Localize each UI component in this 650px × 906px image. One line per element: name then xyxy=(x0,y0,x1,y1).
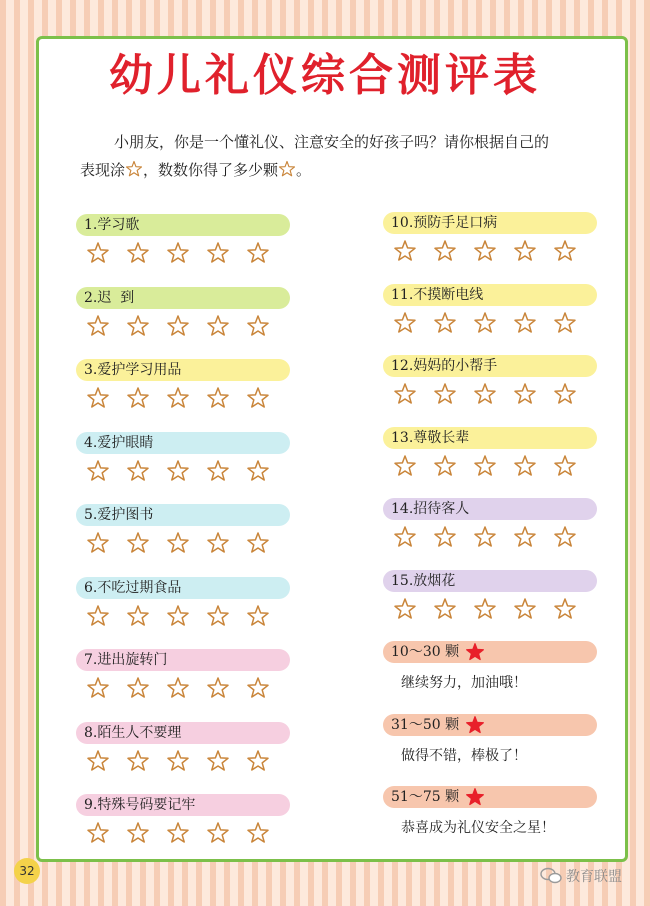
rating-star-icon[interactable] xyxy=(473,454,497,478)
rating-star-icon[interactable] xyxy=(206,749,230,773)
assessment-item xyxy=(76,432,290,483)
assessment-item xyxy=(76,214,290,265)
rating-star-icon[interactable] xyxy=(433,454,457,478)
rating-star-icon[interactable] xyxy=(166,821,190,845)
star-rating xyxy=(76,749,290,773)
legend-message: 做得不错，棒极了！ xyxy=(401,747,527,764)
rating-star-icon[interactable] xyxy=(473,597,497,621)
rating-star-icon[interactable] xyxy=(206,604,230,628)
item-label: 1.学习歌 xyxy=(76,214,290,236)
rating-star-icon[interactable] xyxy=(513,525,537,549)
rating-star-icon[interactable] xyxy=(126,604,150,628)
rating-star-icon[interactable] xyxy=(433,239,457,263)
rating-star-icon[interactable] xyxy=(246,386,270,410)
legend-message: 继续努力，加油哦！ xyxy=(401,675,527,691)
rating-star-icon[interactable] xyxy=(166,241,190,265)
item-label: 4.爱护眼睛 xyxy=(76,432,290,454)
filled-star-icon xyxy=(465,787,485,807)
rating-star-icon[interactable] xyxy=(206,821,230,845)
rating-star-icon[interactable] xyxy=(86,676,110,700)
rating-star-icon[interactable] xyxy=(473,382,497,406)
star-rating xyxy=(76,821,290,845)
assessment-item xyxy=(76,504,290,555)
legend-range-text: 51～75 颗 xyxy=(391,789,460,805)
item-label: 2.迟 到 xyxy=(76,287,290,309)
star-rating xyxy=(76,386,290,410)
legend-range xyxy=(383,786,597,808)
item-label: 15.放烟花 xyxy=(383,570,597,592)
rating-star-icon[interactable] xyxy=(393,382,417,406)
assessment-item xyxy=(76,359,290,410)
rating-star-icon[interactable] xyxy=(246,314,270,338)
rating-star-icon[interactable] xyxy=(166,531,190,555)
item-label: 5.爱护图书 xyxy=(76,504,290,526)
assessment-item xyxy=(383,570,597,621)
filled-star-icon xyxy=(465,642,485,662)
rating-star-icon[interactable] xyxy=(246,241,270,265)
rating-star-icon[interactable] xyxy=(126,241,150,265)
rating-star-icon[interactable] xyxy=(86,386,110,410)
rating-star-icon[interactable] xyxy=(553,597,577,621)
score-legend xyxy=(383,786,597,837)
star-rating xyxy=(76,241,290,265)
item-label: 11.不摸断电线 xyxy=(383,284,597,306)
outline-star-icon xyxy=(278,160,296,178)
item-label: 10.预防手足口病 xyxy=(383,212,597,234)
rating-star-icon[interactable] xyxy=(206,531,230,555)
rating-star-icon[interactable] xyxy=(166,314,190,338)
page-number: 32 xyxy=(14,858,40,884)
wechat-icon xyxy=(540,867,562,885)
rating-star-icon[interactable] xyxy=(86,241,110,265)
item-label: 3.爱护学习用品 xyxy=(76,359,290,381)
star-rating xyxy=(383,454,597,478)
legend-range xyxy=(383,714,597,736)
score-legend xyxy=(383,714,597,765)
rating-star-icon[interactable] xyxy=(246,604,270,628)
legend-range xyxy=(383,641,597,663)
rating-star-icon[interactable] xyxy=(433,382,457,406)
assessment-item xyxy=(76,794,290,845)
rating-star-icon[interactable] xyxy=(126,386,150,410)
star-rating xyxy=(76,531,290,555)
item-label: 6.不吃过期食品 xyxy=(76,577,290,599)
rating-star-icon[interactable] xyxy=(246,531,270,555)
assessment-item xyxy=(383,284,597,335)
rating-star-icon[interactable] xyxy=(246,459,270,483)
rating-star-icon[interactable] xyxy=(393,525,417,549)
score-legend xyxy=(383,641,597,692)
rating-star-icon[interactable] xyxy=(86,459,110,483)
star-rating xyxy=(76,676,290,700)
rating-star-icon[interactable] xyxy=(393,597,417,621)
rating-star-icon[interactable] xyxy=(86,314,110,338)
rating-star-icon[interactable] xyxy=(433,597,457,621)
rating-star-icon[interactable] xyxy=(513,454,537,478)
rating-star-icon[interactable] xyxy=(473,525,497,549)
watermark-text: 教育联盟 xyxy=(566,869,622,885)
rating-star-icon[interactable] xyxy=(86,604,110,628)
intro-line-2: 表现涂 ，数数你得了多少颗 。 xyxy=(80,161,312,179)
rating-star-icon[interactable] xyxy=(206,241,230,265)
rating-star-icon[interactable] xyxy=(206,386,230,410)
rating-star-icon[interactable] xyxy=(246,821,270,845)
rating-star-icon[interactable] xyxy=(513,597,537,621)
rating-star-icon[interactable] xyxy=(553,454,577,478)
rating-star-icon[interactable] xyxy=(393,239,417,263)
star-rating xyxy=(383,597,597,621)
assessment-item xyxy=(383,355,597,406)
rating-star-icon[interactable] xyxy=(166,459,190,483)
item-label: 13.尊敬长辈 xyxy=(383,427,597,449)
rating-star-icon[interactable] xyxy=(473,311,497,335)
rating-star-icon[interactable] xyxy=(393,311,417,335)
item-label: 9.特殊号码要记牢 xyxy=(76,794,290,816)
star-rating xyxy=(76,314,290,338)
rating-star-icon[interactable] xyxy=(513,239,537,263)
rating-star-icon[interactable] xyxy=(126,459,150,483)
rating-star-icon[interactable] xyxy=(86,821,110,845)
rating-star-icon[interactable] xyxy=(166,386,190,410)
assessment-item xyxy=(76,287,290,338)
rating-star-icon[interactable] xyxy=(513,311,537,335)
rating-star-icon[interactable] xyxy=(126,821,150,845)
item-label: 12.妈妈的小帮手 xyxy=(383,355,597,377)
rating-star-icon[interactable] xyxy=(473,239,497,263)
rating-star-icon[interactable] xyxy=(246,749,270,773)
legend-range-text: 31～50 颗 xyxy=(391,716,460,733)
rating-star-icon[interactable] xyxy=(206,459,230,483)
filled-star-icon xyxy=(465,715,485,735)
rating-star-icon[interactable] xyxy=(246,676,270,700)
watermark xyxy=(540,866,622,886)
intro-text xyxy=(80,128,600,184)
rating-star-icon[interactable] xyxy=(166,604,190,628)
rating-star-icon[interactable] xyxy=(166,676,190,700)
star-rating xyxy=(76,459,290,483)
assessment-item xyxy=(383,498,597,549)
intro-line-1: 小朋友，你是一个懂礼仪、注意安全的好孩子吗？请你根据自己的 xyxy=(114,133,550,151)
star-rating xyxy=(383,382,597,406)
rating-star-icon[interactable] xyxy=(206,314,230,338)
rating-star-icon[interactable] xyxy=(86,531,110,555)
rating-star-icon[interactable] xyxy=(553,239,577,263)
star-rating xyxy=(383,239,597,263)
rating-star-icon[interactable] xyxy=(553,525,577,549)
item-label: 8.陌生人不要理 xyxy=(76,722,290,744)
legend-message: 恭喜成为礼仪安全之星！ xyxy=(401,820,555,836)
star-rating xyxy=(76,604,290,628)
assessment-item xyxy=(76,649,290,700)
rating-star-icon[interactable] xyxy=(126,531,150,555)
rating-star-icon[interactable] xyxy=(166,749,190,773)
outline-star-icon xyxy=(125,160,143,178)
rating-star-icon[interactable] xyxy=(553,382,577,406)
rating-star-icon[interactable] xyxy=(433,525,457,549)
rating-star-icon[interactable] xyxy=(433,311,457,335)
page-title: 幼儿礼仪综合测评表 xyxy=(109,50,541,101)
assessment-item xyxy=(76,577,290,628)
rating-star-icon[interactable] xyxy=(513,382,537,406)
rating-star-icon[interactable] xyxy=(126,749,150,773)
rating-star-icon[interactable] xyxy=(126,676,150,700)
assessment-item xyxy=(76,722,290,773)
item-label: 7.进出旋转门 xyxy=(76,649,290,671)
rating-star-icon[interactable] xyxy=(86,749,110,773)
rating-star-icon[interactable] xyxy=(126,314,150,338)
assessment-item xyxy=(383,427,597,478)
rating-star-icon[interactable] xyxy=(553,311,577,335)
rating-star-icon[interactable] xyxy=(393,454,417,478)
star-rating xyxy=(383,525,597,549)
item-label: 14.招待客人 xyxy=(383,498,597,520)
star-rating xyxy=(383,311,597,335)
rating-star-icon[interactable] xyxy=(206,676,230,700)
assessment-item xyxy=(383,212,597,263)
legend-range-text: 10～30 颗 xyxy=(391,644,460,660)
